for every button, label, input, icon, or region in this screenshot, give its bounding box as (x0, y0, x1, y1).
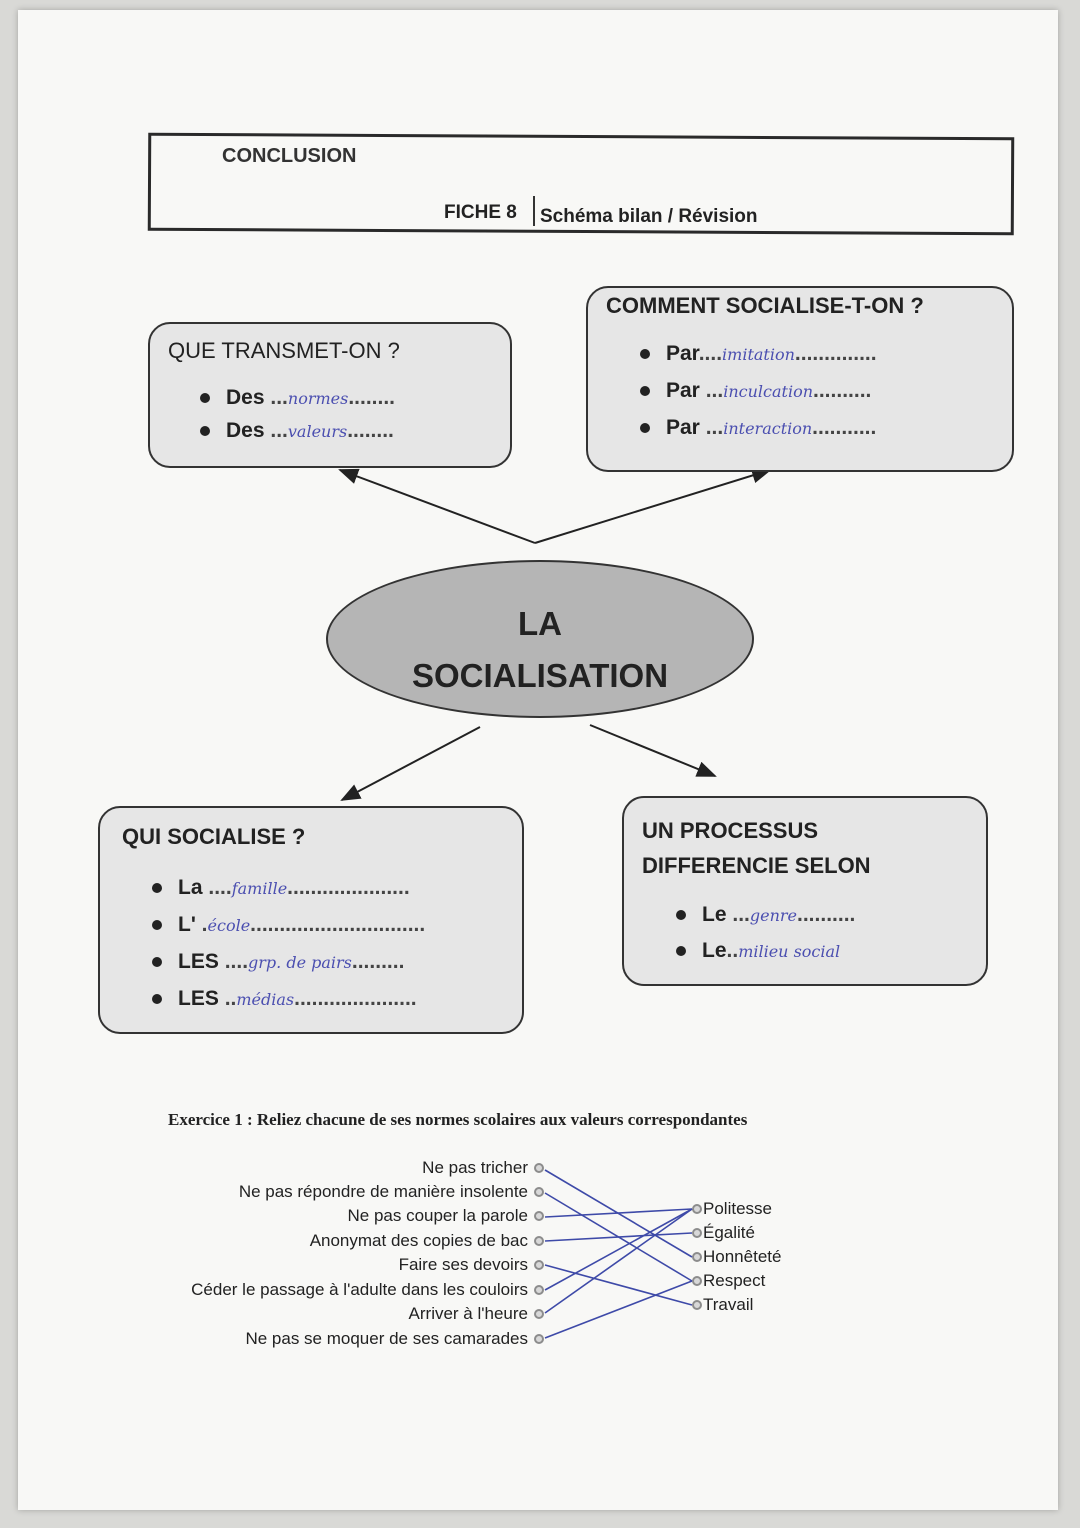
norm-anchor (535, 1237, 543, 1245)
value-item: Travail (703, 1295, 754, 1314)
handwritten-answer: normes (287, 389, 349, 408)
how-item-3: Par ...interaction........... (640, 416, 876, 440)
value-item: Respect (703, 1271, 766, 1290)
match-line (545, 1281, 692, 1338)
exercise-title: Exercice 1 : Reliez chacune de ses normes scolaires aux valeurs correspondantes (168, 1110, 748, 1129)
value-item: Honnêteté (703, 1247, 782, 1266)
match-line (545, 1233, 692, 1241)
value-anchor (693, 1229, 701, 1237)
handwritten-answer: interaction (723, 419, 813, 438)
norm-anchor (535, 1212, 543, 1220)
norm-anchor (535, 1310, 543, 1318)
handwritten-answer: famille (231, 879, 288, 898)
how-item-1: Par....imitation.............. (640, 342, 877, 366)
process-title-1: UN PROCESSUS (642, 818, 819, 843)
match-line (545, 1265, 692, 1305)
section-label: CONCLUSION (222, 145, 357, 167)
match-line (545, 1209, 692, 1313)
process-title-2: DIFFERENCIE SELON (642, 853, 871, 878)
norm-anchor (535, 1188, 543, 1196)
handwritten-answer: inculcation (723, 382, 814, 401)
norm-item: Anonymat des copies de bac (309, 1231, 528, 1250)
handwritten-answer: genre (749, 906, 798, 925)
norm-anchor (535, 1286, 543, 1294)
value-anchor (693, 1205, 701, 1213)
handwritten-answer: école (207, 916, 251, 935)
center-line-1: LA (518, 605, 562, 642)
norm-item: Ne pas se moquer de ses camarades (245, 1329, 528, 1348)
who-item-3: LES ....grp. de pairs......... (152, 950, 404, 974)
transmit-title: QUE TRANSMET-ON ? (168, 338, 400, 363)
norm-anchor (535, 1335, 543, 1343)
norm-anchor (535, 1261, 543, 1269)
match-line (545, 1209, 692, 1217)
who-item-1: La ....famille..................... (152, 876, 410, 900)
handwritten-answer: grp. de pairs (248, 953, 352, 972)
norm-anchor (535, 1164, 543, 1172)
value-anchor (693, 1277, 701, 1285)
handwritten-answer: imitation (722, 345, 795, 364)
value-anchor (693, 1301, 701, 1309)
how-title: COMMENT SOCIALISE-T-ON ? (606, 293, 924, 318)
process-item-1: Le ...genre.......... (676, 903, 855, 927)
norm-item: Faire ses devoirs (398, 1255, 528, 1274)
norm-item: Ne pas tricher (422, 1158, 528, 1177)
sheet-number: FICHE 8 (444, 202, 517, 223)
value-anchor (693, 1253, 701, 1261)
process-item-2: Le..milieu social (676, 939, 840, 963)
who-item-2: L' .école.............................. (152, 913, 425, 937)
value-item: Égalité (703, 1223, 755, 1242)
who-item-4: LES ..médias..................... (152, 987, 417, 1011)
who-title: QUI SOCIALISE ? (122, 824, 306, 849)
norm-item: Ne pas couper la parole (347, 1206, 528, 1225)
handwritten-answer: médias (236, 990, 295, 1009)
norm-item: Ne pas répondre de manière insolente (238, 1182, 528, 1201)
center-line-2: SOCIALISATION (411, 657, 669, 694)
handwritten-answer: valeurs (287, 422, 348, 441)
norm-item: Arriver à l'heure (408, 1304, 528, 1323)
transmit-item-1: Des ...normes........ (200, 386, 395, 410)
transmit-item-2: Des ...valeurs........ (200, 419, 394, 443)
sheet-title: Schéma bilan / Révision (540, 206, 758, 227)
how-item-2: Par ...inculcation.......... (640, 379, 871, 403)
match-line (545, 1209, 692, 1290)
handwritten-answer: milieu social (738, 942, 841, 961)
norm-item: Céder le passage à l'adulte dans les couloirs (191, 1280, 528, 1299)
value-item: Politesse (703, 1199, 772, 1218)
